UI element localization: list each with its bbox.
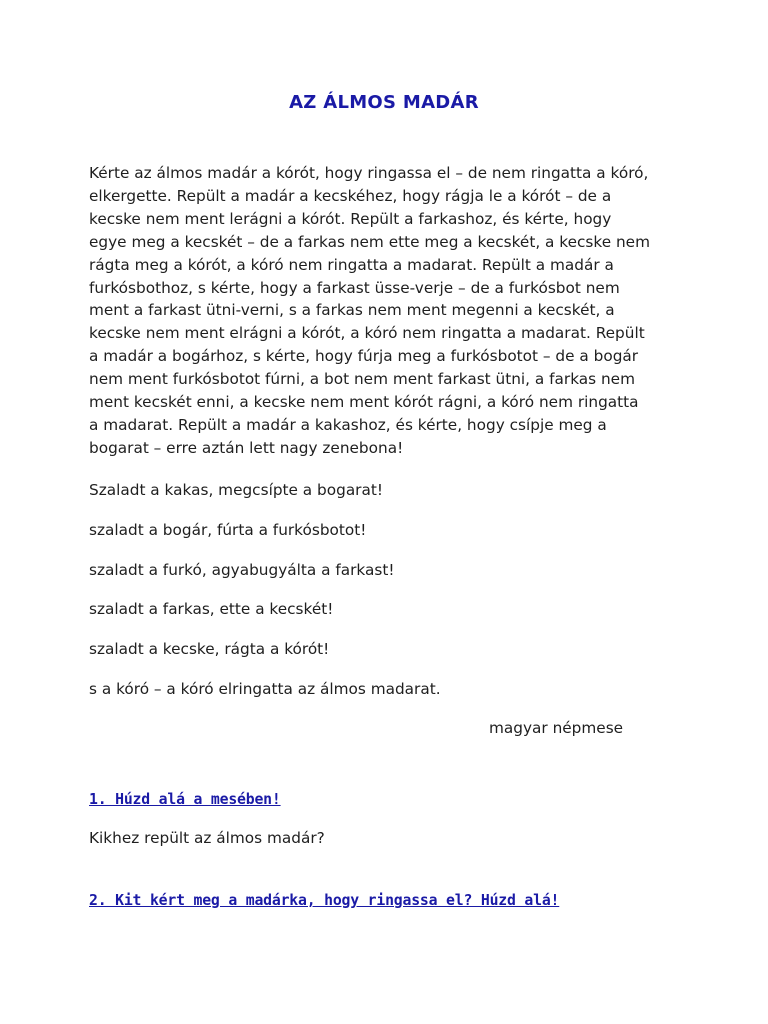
story-line: ment kecskét enni, a kecske nem ment kórót rágni, a kóró nem ringatta	[89, 393, 639, 412]
story-line: kecske nem ment lerágni a kórót. Repült a farkashoz, és kérte, hogy	[89, 209, 612, 228]
task-2-heading: 2. Kit kért meg a madárka, hogy ringassa el? Húzd alá!	[89, 892, 560, 909]
story-line: egye meg a kecskét – de a farkas nem ette meg a kecskét, a kecske nem	[89, 232, 650, 251]
refrain-line: szaladt a kecske, rágta a kórót!	[89, 640, 330, 658]
story-line: rágta meg a kórót, a kóró nem ringatta a madarat. Repült a madár a	[89, 255, 614, 274]
story-line: a madár a bogárhoz, s kérte, hogy fúrja meg a furkósbotot – de a bogár	[89, 347, 639, 366]
task-1-question: Kikhez repült az álmos madár?	[89, 829, 325, 847]
story-line: furkósbothoz, s kérte, hogy a farkast üsse-verje – de a furkósbot nem	[89, 278, 620, 297]
story-line: Kérte az álmos madár a kórót, hogy ringassa el – de nem ringatta a kóró,	[89, 164, 649, 182]
story-line: bogarat – erre aztán lett nagy zenebona!	[89, 438, 404, 457]
refrain-line: szaladt a bogár, fúrta a furkósbotot!	[89, 521, 367, 539]
source-attribution: magyar népmese	[489, 719, 624, 737]
story-line: a madarat. Repült a madár a kakashoz, és kérte, hogy csípje meg a	[89, 415, 607, 434]
refrain-line: s a kóró – a kóró elringatta az álmos madarat.	[89, 680, 441, 698]
task-1-heading: 1. Húzd alá a mesében!	[89, 791, 281, 808]
page-title: AZ ÁLMOS MADÁR	[289, 92, 479, 113]
refrain-line: Szaladt a kakas, megcsípte a bogarat!	[89, 481, 383, 499]
refrain-line: szaladt a farkas, ette a kecskét!	[89, 600, 334, 618]
refrain-line: szaladt a furkó, agyabugyálta a farkast!	[89, 561, 395, 579]
story-line: ment a farkast ütni-verni, s a farkas nem ment megenni a kecskét, a	[89, 301, 615, 320]
story-paragraph	[89, 162, 689, 460]
story-line: elkergette. Repült a madár a kecskéhez, hogy rágja le a kórót – de a	[89, 186, 612, 205]
story-line: kecske nem ment elrágni a kórót, a kóró nem ringatta a madarat. Repült	[89, 324, 645, 343]
story-line: nem ment furkósbotot fúrni, a bot nem ment farkast ütni, a farkas nem	[89, 370, 635, 389]
